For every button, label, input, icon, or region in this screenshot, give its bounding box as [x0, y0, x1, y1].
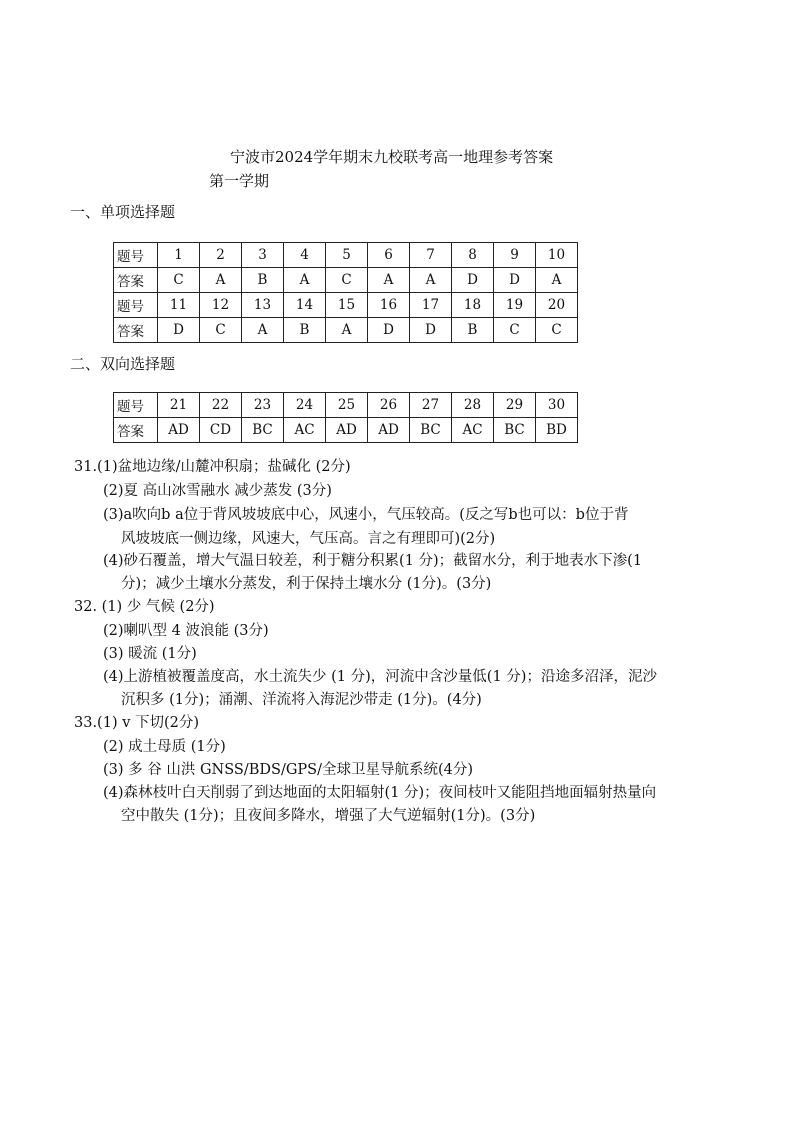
table-cell: D [410, 318, 452, 343]
q31-line-3: (3)a吹向b a位于背风坡坡底中心，风速小，气压较高。(反之写b也可以：b位于背 [103, 507, 629, 523]
q33-line-4: (4)森林枝叶白天削弱了到达地面的太阳辐射(1 分)；夜间枝叶又能阻挡地面辐射热量向 [103, 785, 657, 801]
table-cell: D [452, 268, 494, 293]
q32-line-2: (2)喇叭型 4 波浪能 (3分) [103, 623, 269, 639]
q31-line-5: (4)砂石覆盖，增大气温日较差，利于糖分积累(1 分)；截留水分，利于地表水下渗(1 [103, 553, 643, 569]
table-cell: 30 [536, 393, 578, 418]
table-cell: B [284, 318, 326, 343]
table-cell: C [536, 318, 578, 343]
table-cell: CD [200, 418, 242, 443]
table-cell: BD [536, 418, 578, 443]
table-cell: 13 [242, 293, 284, 318]
table-cell: 5 [326, 243, 368, 268]
table-row [114, 293, 578, 318]
table-row [114, 418, 578, 443]
table-cell: AC [284, 418, 326, 443]
table-cell: D [158, 318, 200, 343]
row-label: 题号 [114, 243, 158, 268]
table-cell: 18 [452, 293, 494, 318]
q31-line-6: 分)；减少土壤水分蒸发，利于保持土壤水分 (1分)。(3分) [121, 576, 492, 592]
q33-line-3: (3) 多 谷 山洪 GNSS/BDS/GPS/全球卫星导航系统(4分) [103, 762, 474, 778]
row-label: 题号 [114, 393, 158, 418]
table-cell: 1 [158, 243, 200, 268]
table-cell: B [242, 268, 284, 293]
single-choice-answer-table [113, 242, 578, 343]
table-cell: 10 [536, 243, 578, 268]
table-cell: BC [410, 418, 452, 443]
table-cell: 23 [242, 393, 284, 418]
table-cell: A [410, 268, 452, 293]
table-cell: 12 [200, 293, 242, 318]
table-cell: 8 [452, 243, 494, 268]
q32-line-1: 32. (1) 少 气候 (2分) [74, 599, 215, 615]
table-cell: 14 [284, 293, 326, 318]
table-cell: C [200, 318, 242, 343]
double-choice-answer-table [113, 392, 578, 443]
table-cell: B [452, 318, 494, 343]
table-cell: D [368, 318, 410, 343]
table-cell: D [494, 268, 536, 293]
page-title: 宁波市2024学年期末九校联考高一地理参考答案 [230, 148, 554, 166]
table-cell: 7 [410, 243, 452, 268]
q33-line-2: (2) 成土母质 (1分) [103, 739, 226, 755]
table-cell: A [200, 268, 242, 293]
q33-line-5: 空中散失 (1分)；且夜间多降水，增强了大气逆辐射(1分)。(3分) [121, 808, 536, 824]
table-cell: 27 [410, 393, 452, 418]
table-cell: AD [368, 418, 410, 443]
table-cell: A [242, 318, 284, 343]
table-cell: 29 [494, 393, 536, 418]
table-cell: 17 [410, 293, 452, 318]
row-label: 答案 [114, 418, 158, 443]
table-cell: A [326, 318, 368, 343]
table-cell: AC [452, 418, 494, 443]
table-cell: 3 [242, 243, 284, 268]
table-cell: C [326, 268, 368, 293]
table-row [114, 393, 578, 418]
q31-line-4: 风坡坡底一侧边缘，风速大，气压高。言之有理即可)(2分) [121, 531, 496, 547]
table-cell: 2 [200, 243, 242, 268]
page-subtitle: 第一学期 [209, 172, 270, 190]
table-cell: 28 [452, 393, 494, 418]
q32-line-5: 沉积多 (1分)；涌潮、洋流将入海泥沙带走 (1分)。(4分) [121, 692, 482, 708]
table-cell: A [284, 268, 326, 293]
table-cell: 6 [368, 243, 410, 268]
table-cell: C [494, 318, 536, 343]
table-cell: BC [242, 418, 284, 443]
table-cell: 26 [368, 393, 410, 418]
table-cell: 15 [326, 293, 368, 318]
table-row [114, 243, 578, 268]
table-cell: AD [326, 418, 368, 443]
row-label: 答案 [114, 268, 158, 293]
table-cell: 21 [158, 393, 200, 418]
table-cell: 11 [158, 293, 200, 318]
table-cell: 9 [494, 243, 536, 268]
table-cell: 22 [200, 393, 242, 418]
table-cell: 4 [284, 243, 326, 268]
table-row [114, 268, 578, 293]
q32-line-4: (4)上游植被覆盖度高，水土流失少 (1 分)，河流中含沙量低(1 分)；沿途多沼泽，泥沙 [103, 669, 657, 685]
table-cell: AD [158, 418, 200, 443]
row-label: 答案 [114, 318, 158, 343]
q33-line-1: 33.(1) v 下切(2分) [74, 715, 200, 731]
q31-line-1: 31.(1)盆地边缘/山麓冲积扇；盐碱化 (2分) [74, 459, 351, 475]
section-1-heading: 一、单项选择题 [70, 203, 176, 221]
row-label: 题号 [114, 293, 158, 318]
table-cell: C [158, 268, 200, 293]
table-cell: A [368, 268, 410, 293]
section-2-heading: 二、双向选择题 [70, 355, 176, 373]
table-cell: 25 [326, 393, 368, 418]
table-cell: 16 [368, 293, 410, 318]
table-cell: 19 [494, 293, 536, 318]
q32-line-3: (3) 暖流 (1分) [103, 646, 197, 662]
table-row [114, 318, 578, 343]
table-cell: 24 [284, 393, 326, 418]
table-cell: 20 [536, 293, 578, 318]
q31-line-2: (2)夏 高山冰雪融水 减少蒸发 (3分) [103, 483, 332, 499]
table-cell: A [536, 268, 578, 293]
table-cell: BC [494, 418, 536, 443]
